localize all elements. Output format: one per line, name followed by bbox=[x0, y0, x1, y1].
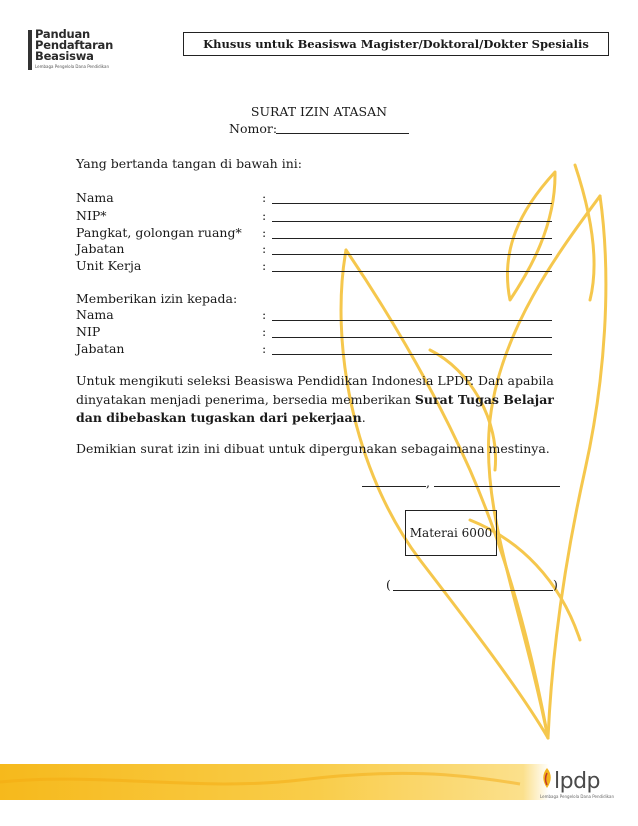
signer-position-field[interactable] bbox=[272, 254, 552, 255]
field-label-nip: NIP bbox=[76, 324, 101, 339]
body-text-end: . bbox=[361, 410, 366, 425]
field-colon: : bbox=[262, 225, 267, 240]
field-colon: : bbox=[262, 241, 267, 256]
signer-rank-field[interactable] bbox=[272, 238, 552, 239]
body-text: Untuk mengikuti seleksi Beasiswa Pendidikan Indonesia LPDP. Dan apabila dinyatakan menjadi penerima, bersedia memberikan bbox=[76, 373, 554, 407]
logo-line-2: Pendaftaran bbox=[35, 38, 114, 52]
logo-subtitle: Lembaga Pengelola Dana Pendidikan bbox=[35, 64, 110, 69]
field-colon: : bbox=[262, 341, 267, 356]
logo-line-1: Panduan bbox=[35, 27, 91, 41]
scholarship-type-box: Khusus untuk Beasiswa Magister/Doktoral/Dokter Spesialis bbox=[183, 32, 609, 56]
date-field[interactable] bbox=[434, 486, 560, 487]
grantee-position-field[interactable] bbox=[272, 354, 552, 355]
lpdp-subtitle: Lembaga Pengelola Dana Pendidikan bbox=[540, 794, 615, 799]
place-field[interactable] bbox=[362, 486, 426, 487]
field-label-nip: NIP* bbox=[76, 208, 107, 223]
field-label-position: Jabatan bbox=[76, 241, 125, 256]
signature-open-paren: ( bbox=[386, 577, 391, 592]
stamp-box: Materai 6000 bbox=[405, 510, 497, 556]
closing-text: Demikian surat izin ini dibuat untuk dipergunakan sebagaimana mestinya. bbox=[76, 441, 550, 456]
field-colon: : bbox=[262, 258, 267, 273]
field-label-position: Jabatan bbox=[76, 341, 125, 356]
grantee-nip-field[interactable] bbox=[272, 337, 552, 338]
signature-close-paren: ) bbox=[553, 577, 558, 592]
field-label-work-unit: Unit Kerja bbox=[76, 258, 142, 273]
signer-work-unit-field[interactable] bbox=[272, 271, 552, 272]
date-comma: , bbox=[426, 475, 430, 490]
logo-bar bbox=[28, 30, 32, 70]
lpdp-brand: lpdp bbox=[554, 769, 601, 794]
grantee-name-field[interactable] bbox=[272, 320, 552, 321]
lpdp-flame-icon bbox=[540, 767, 554, 789]
grant-heading: Memberikan izin kepada: bbox=[76, 291, 238, 306]
field-label-rank: Pangkat, golongan ruang* bbox=[76, 225, 242, 240]
signer-nip-field[interactable] bbox=[272, 221, 552, 222]
panduan-logo bbox=[28, 28, 138, 74]
intro-text: Yang bertanda tangan di bawah ini: bbox=[76, 156, 302, 171]
signer-name-field[interactable] bbox=[272, 203, 552, 204]
body-paragraph bbox=[76, 372, 566, 428]
field-label-name: Nama bbox=[76, 307, 114, 322]
field-colon: : bbox=[262, 190, 267, 205]
field-colon: : bbox=[262, 208, 267, 223]
signature-name-field[interactable] bbox=[393, 590, 553, 591]
number-label: Nomor: bbox=[229, 121, 278, 136]
field-colon: : bbox=[262, 307, 267, 322]
number-field[interactable] bbox=[276, 133, 409, 134]
document-title: SURAT IZIN ATASAN bbox=[250, 104, 388, 119]
body-bold-text: Surat Tugas Belajar dan dibebaskan tugaskan dari pekerjaan bbox=[76, 391, 554, 425]
field-label-name: Nama bbox=[76, 190, 114, 205]
field-colon: : bbox=[262, 324, 267, 339]
logo-line-3: Beasiswa bbox=[35, 49, 94, 63]
